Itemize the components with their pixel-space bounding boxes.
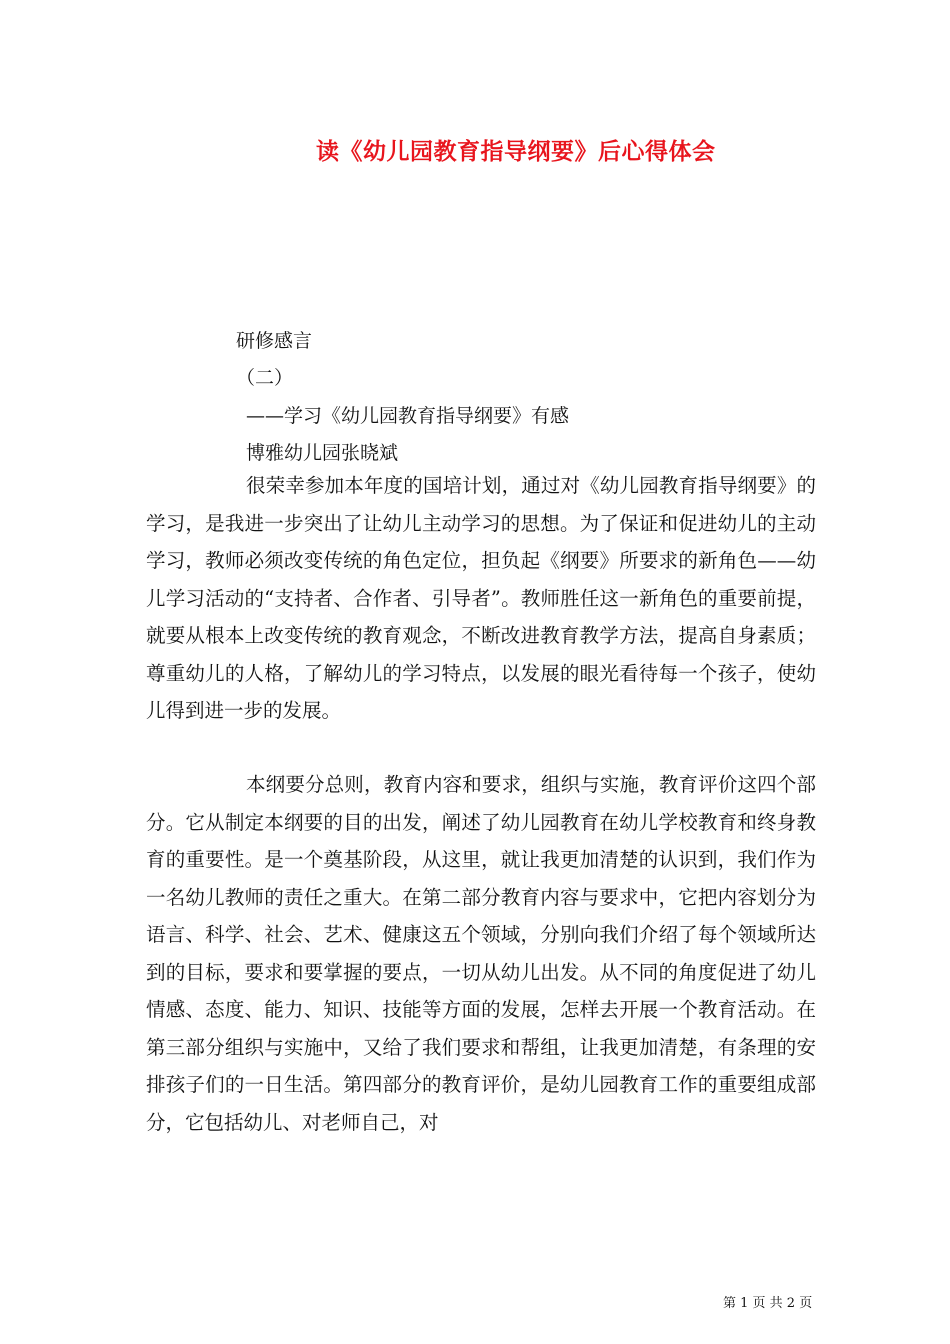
essay-subtitle: ——学习《幼儿园教育指导纲要》有感	[246, 405, 570, 427]
document-title: 读《幼儿园教育指导纲要》后心得体会	[316, 138, 716, 165]
body-paragraph-1: 很荣幸参加本年度的国培计划，通过对《幼儿园教育指导纲要》的学习，是我进一步突出了让幼儿主动学习的思想。为了保证和促进幼儿的主动学习，教师必须改变传统的角色定位，担负起《纲要》所要求的新角色——幼儿学习活动的“支持者、合作者、引导者”。教师胜任这一新角色的重要前提，就要从根本上改变传统的教育观念，不断改进教育教学方法，提高自身素质；尊重幼儿的人格，了解幼儿的学习特点，以发展的眼光看待每一个孩子，使幼儿得到进一步的发展。	[146, 474, 816, 722]
author-line: 博雅幼儿园张晓斌	[246, 442, 399, 464]
section-heading: 研修感言	[236, 330, 313, 352]
body-paragraph-2: 本纲要分总则，教育内容和要求，组织与实施，教育评价这四个部分。它从制定本纲要的目的出发，阐述了幼儿园教育在幼儿学校教育和终身教育的重要性。是一个奠基阶段，从这里，就让我更加清楚的认识到，我们作为一名幼儿教师的责任之重大。在第二部分教育内容与要求中，它把内容划分为语言、科学、社会、艺术、健康这五个领域，分别向我们介绍了每个领域所达到的目标，要求和要掌握的要点，一切从幼儿出发。从不同的角度促进了幼儿情感、态度、能力、知识、技能等方面的发展，怎样去开展一个教育活动。在第三部分组织与实施中，又给了我们要求和帮组，让我更加清楚，有条理的安排孩子们的一日生活。第四部分的教育评价，是幼儿园教育工作的重要组成部分，它包括幼儿、对老师自己，对	[146, 773, 816, 1134]
page-footer: 第 1 页 共 2 页	[723, 1296, 813, 1311]
part-number: （二）	[236, 367, 294, 389]
